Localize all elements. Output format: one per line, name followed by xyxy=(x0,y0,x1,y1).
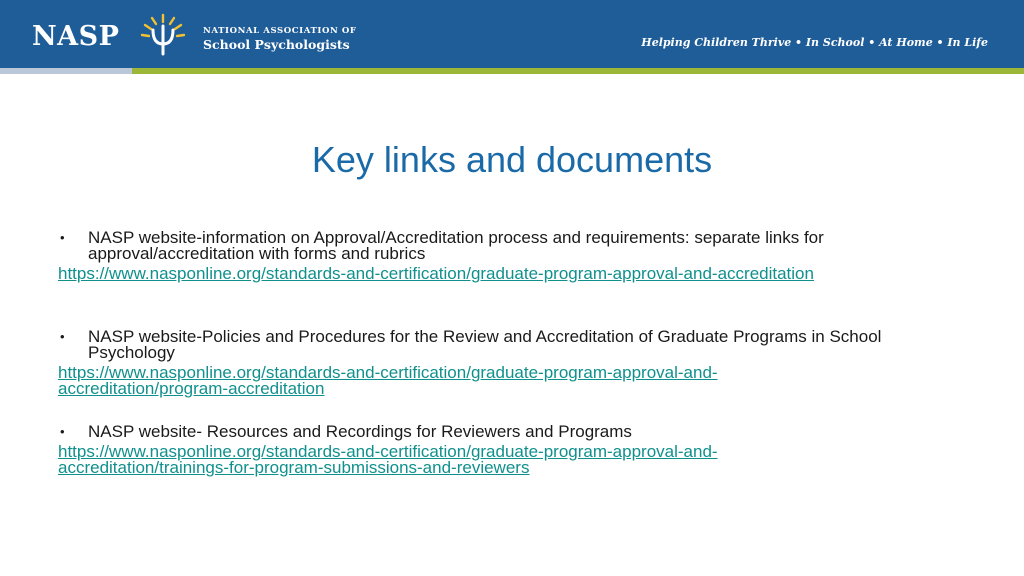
header-stripe xyxy=(0,68,1024,74)
bullet-row xyxy=(58,230,958,262)
item-text: NASP website-Policies and Procedures for the Review and Accreditation of Graduate Programs in School Psychology xyxy=(88,327,882,362)
bullet-icon: • xyxy=(60,230,65,245)
item-text: NASP website- Resources and Recordings for Reviewers and Programs xyxy=(88,422,632,441)
bullet-row xyxy=(58,424,958,440)
list-item xyxy=(58,424,958,476)
bullet-icon: • xyxy=(60,424,65,439)
list-item xyxy=(58,329,958,397)
approval-accreditation-link[interactable]: https://www.nasponline.org/standards-and-certification/graduate-program-approval-and-accreditation xyxy=(58,264,814,283)
slide-title: Key links and documents xyxy=(311,139,713,180)
trainings-link[interactable]: https://www.nasponline.org/standards-and-certification/graduate-program-approval-and-accreditation/trainings-for-program-submissions-and-reviewers xyxy=(58,442,718,477)
bullet-icon: • xyxy=(60,329,65,344)
psi-sunburst-icon xyxy=(137,12,189,58)
program-accreditation-link[interactable]: https://www.nasponline.org/standards-and-certification/graduate-program-approval-and-accreditation/program-accreditation xyxy=(58,363,718,398)
tagline: Helping Children Thrive • In School • At Home • In Life xyxy=(641,36,988,49)
list-item xyxy=(58,230,958,282)
header-stripe-left xyxy=(0,68,132,74)
nasp-logo-text: NASP xyxy=(32,21,120,52)
org-name-line2: School Psychologists xyxy=(203,37,350,52)
bullet-row xyxy=(58,329,958,361)
header-bar xyxy=(0,0,1024,68)
item-text: NASP website-information on Approval/Accreditation process and requirements: separate links for approval/accreditation with forms and rubrics xyxy=(88,228,824,263)
org-name-line1: NATIONAL ASSOCIATION OF xyxy=(203,26,357,36)
